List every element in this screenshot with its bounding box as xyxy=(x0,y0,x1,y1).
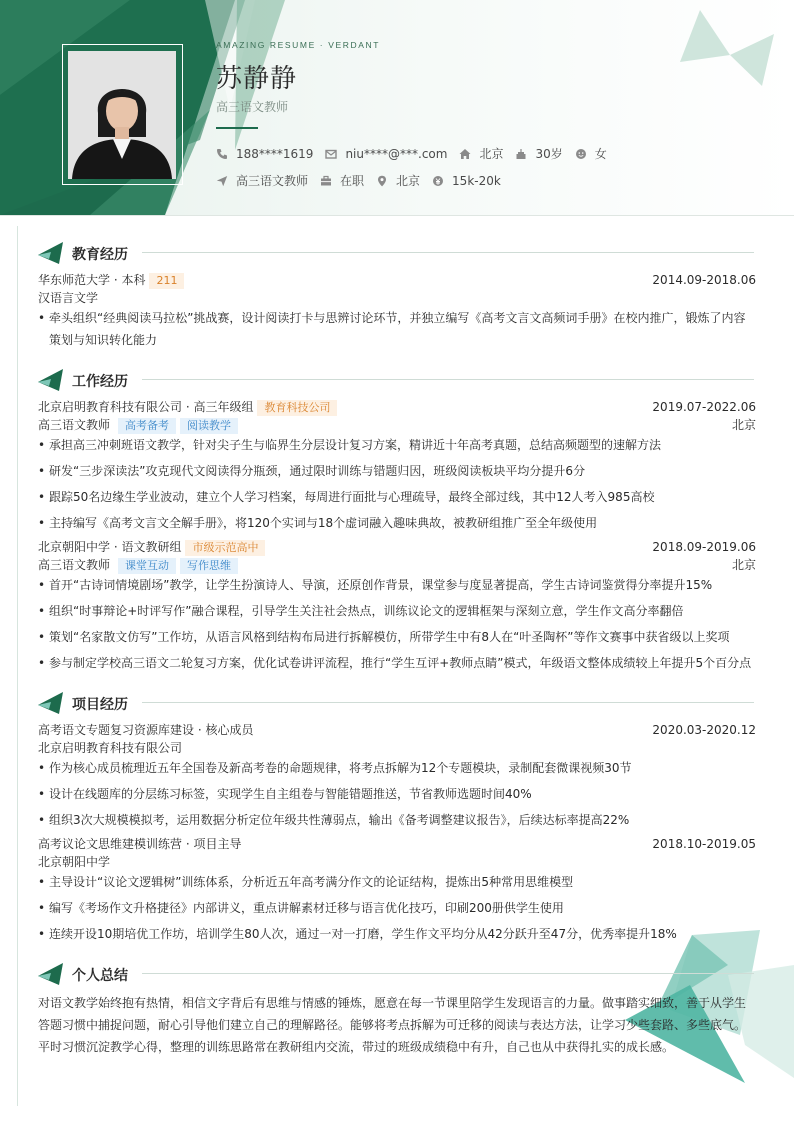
section-marker-icon xyxy=(38,963,64,985)
intent-position-item xyxy=(216,172,308,189)
company-tag: 市级示范高中 xyxy=(185,540,265,556)
section-education-title: 教育经历 xyxy=(72,247,128,263)
project-bullet: • 主导设计“议论文逻辑树”训练体系，分析近五年高考满分作文的论证结构，提炼出5种常用思维模型 xyxy=(38,875,574,889)
section-rule xyxy=(142,973,754,974)
project-bullet: • 编写《考场作文升格捷径》内部讲义，重点讲解素材迁移与语言优化技巧，印刷200册供学生使用 xyxy=(38,901,564,915)
project-bullet: • 连续开设10期培优工作坊，培训学生80人次，通过一对一打磨，学生作文平均分从42分跃升至47分，优秀率提升18% xyxy=(38,927,677,941)
work-position-row xyxy=(38,416,756,434)
summary-text: 对语文教学始终抱有热情，相信文字背后有思维与情感的锤炼，愿意在每一节课里陪学生发现语言的力量。做事踏实细致，善于从学生答题习惯中捕捉问题，耐心引导他们建立自己的理解路径。能够将考点拆解为可迁移的阅读与表达方法，让学习少些套路、多些底气。平时习惯沉淀教学心得，整理的训练思路常在教研组内交流，带过的班级成绩稳中有升，自己也从中获得扎实的成长感。 xyxy=(38,996,747,1054)
section-education-heading xyxy=(38,242,754,264)
home-item xyxy=(459,145,503,162)
section-summary-title: 个人总结 xyxy=(72,968,128,984)
skill-tag: 课堂互动 xyxy=(118,558,176,574)
position-name: 高三语文教师 xyxy=(38,558,111,572)
section-work-heading xyxy=(38,369,754,391)
project-org: 北京启明教育科技有限公司 xyxy=(38,741,183,755)
intent-city-item xyxy=(376,172,420,189)
work-bullet: • 主持编写《高考文言文全解手册》，将120个实词与18个虚词融入趣味典故，被教研组推广至全年级使用 xyxy=(38,516,598,530)
project-org-row xyxy=(38,739,756,757)
project-bullet: • 组织3次大规模模拟考，运用数据分析定位年级共性薄弱点，输出《备考调整建议报告》，后续达标率提高22% xyxy=(38,813,630,827)
briefcase-icon xyxy=(320,175,332,187)
section-rule xyxy=(142,252,754,253)
section-marker-icon xyxy=(38,242,64,264)
work-bullet: • 组织“时事辩论+时评写作”融合课程，引导学生关注社会热点，训练议论文的逻辑框架与深刻立意，学生作文高分率翻倍 xyxy=(38,604,684,618)
skill-tag: 写作思维 xyxy=(180,558,238,574)
major-name: 汉语言文学 xyxy=(38,291,99,305)
work-bullet: • 参与制定学校高三语文二轮复习方案，优化试卷讲评流程，推行“学生互评+教师点睛”模式，年级语文整体成绩较上年提升5个百分点 xyxy=(38,656,752,670)
section-marker-icon xyxy=(38,692,64,714)
work-dates: 2018.09-2019.06 xyxy=(652,540,756,554)
section-rule xyxy=(142,702,754,703)
section-marker-icon xyxy=(38,369,64,391)
gender-text: 女 xyxy=(594,147,607,161)
salary-text: 15k-20k xyxy=(452,173,501,188)
skill-tag: 阅读教学 xyxy=(180,418,238,434)
intent-city-text: 北京 xyxy=(396,174,421,188)
project-org: 北京朝阳中学 xyxy=(38,855,111,869)
work-location: 北京 xyxy=(731,418,756,432)
home-icon xyxy=(459,148,471,160)
section-rule xyxy=(142,379,754,380)
role-underline xyxy=(216,127,258,129)
project-bullet: • 设计在线题库的分层练习标签，实现学生自主组卷与智能错题推送，节省教师选题时间40% xyxy=(38,787,532,801)
job-status-text: 在职 xyxy=(340,174,365,188)
school-tag: 211 xyxy=(149,273,184,289)
age-item xyxy=(515,145,562,162)
left-margin-line xyxy=(17,226,18,1106)
project-title-row xyxy=(38,721,756,739)
send-icon xyxy=(216,175,228,187)
project-title: 高考议论文思维建模训练营 · 项目主导 xyxy=(38,837,242,851)
contact-row xyxy=(216,145,619,162)
work-bullet: • 首开“古诗词情境剧场”教学，让学生扮演诗人、导演，还原创作背景，课堂参与度显著提高，学生古诗词鉴赏得分率提升15% xyxy=(38,578,713,592)
cake-icon xyxy=(515,148,527,160)
intent-position-text: 高三语文教师 xyxy=(236,174,309,188)
home-text: 北京 xyxy=(479,147,504,161)
email-text: niu****@***.com xyxy=(345,146,448,161)
project-bullet: • 作为核心成员梳理近五年全国卷及新高考卷的命题规律，将考点拆解为12个专题模块，录制配套微课视频30节 xyxy=(38,761,632,775)
resume-kicker: AMAZING RESUME · VERDANT xyxy=(216,40,381,50)
email-item xyxy=(325,147,447,161)
candidate-name: 苏静静 xyxy=(216,64,298,94)
phone-text: 188****1619 xyxy=(236,146,314,161)
section-summary-heading xyxy=(38,963,754,985)
company-name: 北京启明教育科技有限公司 · 高三年级组 xyxy=(38,400,254,414)
project-title-row xyxy=(38,835,756,853)
job-intent-row xyxy=(216,172,513,189)
candidate-role: 高三语文教师 xyxy=(216,100,289,114)
phone-item xyxy=(216,147,313,161)
work-company-row xyxy=(38,538,756,556)
salary-icon xyxy=(432,175,444,187)
work-location: 北京 xyxy=(731,558,756,572)
salary-item xyxy=(432,174,501,188)
work-company-row xyxy=(38,398,756,416)
gender-item xyxy=(575,145,607,162)
mail-icon xyxy=(325,148,337,160)
education-dates: 2014.09-2018.06 xyxy=(652,273,756,287)
work-dates: 2019.07-2022.06 xyxy=(652,400,756,414)
age-text: 30岁 xyxy=(535,147,563,161)
education-bullet: • 牵头组织“经典阅读马拉松”挑战赛，设计阅读打卡与思辨讨论环节，并独立编写《高考文言文高频词手册》在校内推广，锻炼了内容策划与知识转化能力 xyxy=(38,311,746,347)
header-divider xyxy=(0,215,794,216)
section-projects-title: 项目经历 xyxy=(72,697,128,713)
work-bullet: • 策划“名家散文仿写”工作坊，从语言风格到结构布局进行拆解模仿，所带学生中有8人在“叶圣陶杯”等作文赛事中获省级以上奖项 xyxy=(38,630,730,644)
section-work-title: 工作经历 xyxy=(72,374,128,390)
profile-photo xyxy=(68,51,176,179)
work-bullet: • 承担高三冲刺班语文教学，针对尖子生与临界生分层设计复习方案，精讲近十年高考真题，总结高频题型的速解方法 xyxy=(38,438,662,452)
gender-icon xyxy=(575,148,587,160)
company-tag: 教育科技公司 xyxy=(257,400,337,416)
company-name: 北京朝阳中学 · 语文教研组 xyxy=(38,540,182,554)
project-org-row xyxy=(38,853,756,871)
skill-tag: 高考备考 xyxy=(118,418,176,434)
project-title: 高考语文专题复习资源库建设 · 核心成员 xyxy=(38,723,254,737)
education-major-row xyxy=(38,289,756,307)
position-name: 高三语文教师 xyxy=(38,418,111,432)
phone-icon xyxy=(216,148,228,160)
location-pin-icon xyxy=(376,175,388,187)
project-dates: 2020.03-2020.12 xyxy=(652,723,756,737)
section-projects-heading xyxy=(38,692,754,714)
work-bullet: • 跟踪50名边缘生学业波动，建立个人学习档案，每周进行面批与心理疏导，最终全部过线，其中12人考入985高校 xyxy=(38,490,655,504)
education-school-row xyxy=(38,271,756,289)
work-bullet: • 研发“三步深读法”攻克现代文阅读得分瓶颈，通过限时训练与错题归因，班级阅读板块平均分提升6分 xyxy=(38,464,586,478)
work-position-row xyxy=(38,556,756,574)
project-dates: 2018.10-2019.05 xyxy=(652,837,756,851)
job-status-item xyxy=(320,172,364,189)
school-name: 华东师范大学 · 本科 xyxy=(38,273,146,287)
